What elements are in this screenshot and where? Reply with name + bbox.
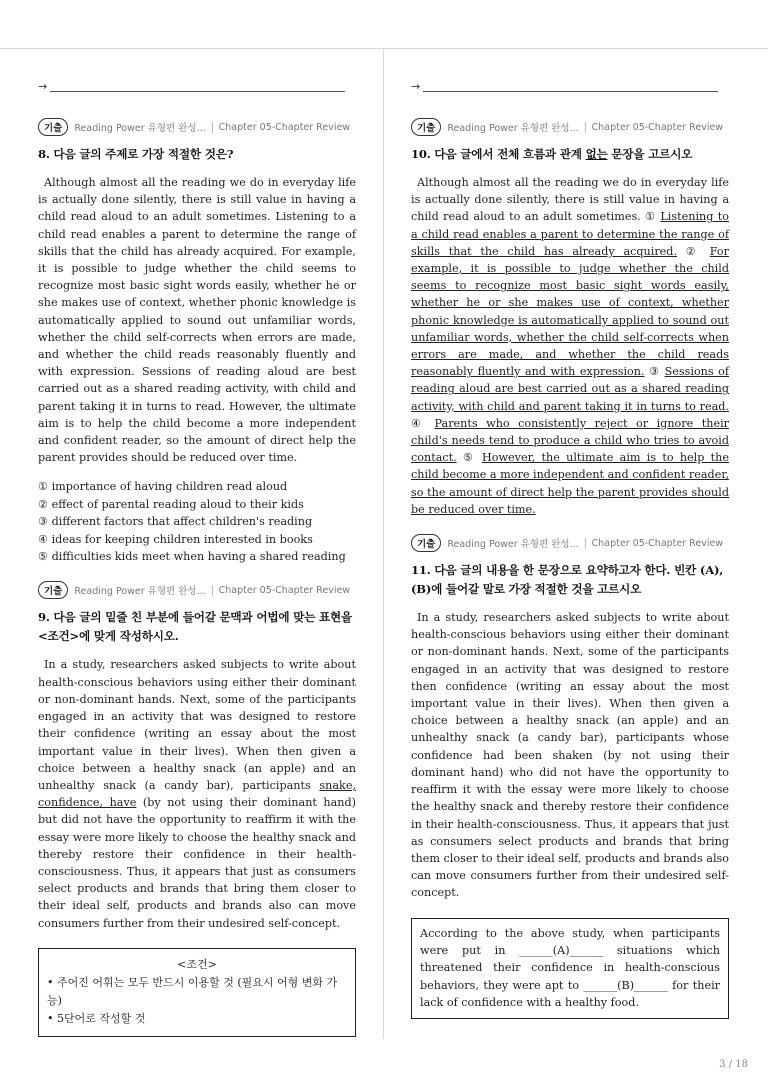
source-chapter: Chapter 05-Chapter Review bbox=[218, 584, 351, 596]
marker-2: ② bbox=[685, 244, 702, 258]
source-badge: 기출 bbox=[38, 581, 68, 599]
answer-rule bbox=[423, 91, 718, 92]
condition-box bbox=[38, 948, 356, 1037]
source-chapter: Chapter 05-Chapter Review bbox=[591, 537, 724, 549]
source-book: Reading Power 유형편 완성... bbox=[447, 123, 579, 134]
sentence-3[interactable]: Sessions of reading aloud are best carried out as a shared reading activity, with child and parent taking it in turns to read. bbox=[411, 365, 730, 413]
question-10-title: 10. 다음 글에서 전체 흐름과 관계 없는 문장을 고르시오 bbox=[411, 147, 693, 161]
passage-text: Although almost all the reading we do in everyday life is actually done silently, there is still value in having a child read aloud to an adult sometimes. Listening to a child read enables a parent to determine the range of skills that the child has already acquired. For example, it is possible to judge whether the child seems to recognize most basic sight words easily, whether he or she makes use of context, whether phonic knowledge is automatically applied to sound out unfamiliar words, whether the child self-corrects when errors are made, and whether the child reads reasonably fluently and with expression. Sessions of reading aloud are best carried out as a shared reading activity, with child and parent taking it in turns to read. However, the ultimate aim is to help the child become a more independent and confident reader, so the amount of direct help the parent provides should be reduced over time. bbox=[38, 176, 356, 465]
page-number: 3 / 18 bbox=[719, 1059, 748, 1070]
condition-item: • 5단어로 작성할 것 bbox=[47, 1011, 146, 1025]
source-badge: 기출 bbox=[411, 534, 441, 552]
header-divider bbox=[0, 48, 768, 49]
question-10-passage bbox=[411, 174, 729, 518]
source-book: Reading Power 유형편 완성... bbox=[74, 586, 206, 598]
question-9-title: 9. 다음 글의 밑줄 친 부분에 들어갈 문맥과 어법에 맞는 표현을 <조건>에 맞게 작성하시오. bbox=[38, 610, 353, 644]
sentence-4[interactable]: Parents who consistently reject or ignore their child's needs tend to produce a child who tries to avoid contact. bbox=[411, 416, 729, 465]
option-4[interactable]: ④ ideas for keeping children interested in books bbox=[38, 532, 313, 546]
marker-3: ③ bbox=[649, 365, 661, 379]
answer-line bbox=[411, 80, 729, 96]
meta-separator bbox=[212, 585, 213, 596]
sentence-2[interactable]: For example, it is possible to judge whether the child seems to recognize most basic sight words easily, whether he or she makes use of context, whether phonic knowledge is automatically applied to sound out unfamiliar words, whether the child self-corrects when errors are made, and whether the child reads reasonably fluently and with expression. bbox=[411, 244, 729, 379]
source-book: Reading Power 유형편 완성... bbox=[447, 539, 579, 551]
condition-item: • 주어진 어휘는 모두 반드시 이용할 것 (필요시 어형 변화 가능) bbox=[47, 975, 338, 1007]
passage-text-before: In a study, researchers asked subjects to write about health-conscious behaviors using either their dominant or non-dominant hands. Next, some of the participants engaged in an activity that was designed to restore their confidence (writing an essay about the most important value in their lives). When then given a choice between a healthy snack (an apple) and an unhealthy snack (a candy bar), participants bbox=[38, 658, 356, 792]
right-column bbox=[411, 80, 729, 1019]
answer-line bbox=[38, 80, 356, 96]
source-chapter: Chapter 05-Chapter Review bbox=[591, 121, 724, 133]
source-badge: 기출 bbox=[411, 118, 441, 136]
question-meta bbox=[38, 581, 356, 599]
underlined-blank: snake, confidence, have bbox=[38, 778, 356, 810]
condition-title: <조건> bbox=[177, 957, 217, 971]
sentence-5[interactable]: However, the ultimate aim is to help the child become a more independent and confident reader, so the amount of direct help the parent provides should be reduced over time. bbox=[411, 451, 729, 516]
question-11-title: 11. 다음 글의 내용을 한 문장으로 요약하고자 한다. 빈칸 (A), (B)에 들어갈 말로 가장 적절한 것을 고르시오 bbox=[411, 563, 724, 597]
option-2[interactable]: ② effect of parental reading aloud to their kids bbox=[38, 497, 304, 511]
arrow-icon: → bbox=[411, 80, 421, 93]
summary-box: According to the above study, when participants were put in ______(A)______ situations which threatened their confidence in health-conscious behaviors, they were apt to ______(B)______ for their lack of confidence with a healthy food. bbox=[411, 918, 729, 1019]
meta-separator bbox=[212, 122, 213, 133]
source-badge: 기출 bbox=[38, 118, 68, 136]
meta-separator bbox=[585, 538, 586, 549]
passage-text: In a study, researchers asked subjects to write about health-conscious behaviors using either their dominant or non-dominant hands. Next, some of the participants engaged in an activity that was designed to restore then confidence (writing an essay about the most important value in their lives). When then given a choice between a healthy snack (an apple) and an unhealthy snack (a candy bar), participants whose confidence had been shaken (by not using their dominant hand) who did not have the opportunity to reaffirm it with the essay were more likely to choose the healthy snack and thereby restore their confidence in their health-consciousness. Thus, it appears that just as consumers select products and brands that bring them closer to their ideal self, products and brands also can move consumers further from their undesired self-concept. bbox=[411, 611, 729, 900]
source-chapter: Chapter 05-Chapter Review bbox=[218, 121, 351, 133]
question-8-title: 8. 다음 글의 주제로 가장 적절한 것은? bbox=[38, 147, 234, 161]
question-meta bbox=[411, 534, 729, 552]
option-3[interactable]: ③ different factors that affect children's reading bbox=[38, 515, 313, 529]
meta-separator bbox=[585, 122, 586, 133]
option-5[interactable]: ⑤ difficulties kids meet when having a shared reading bbox=[38, 550, 346, 564]
question-9-passage bbox=[38, 656, 356, 931]
source-book: Reading Power 유형편 완성... bbox=[74, 123, 206, 134]
arrow-icon: → bbox=[38, 80, 48, 93]
question-8-passage bbox=[38, 174, 356, 466]
answer-rule bbox=[50, 91, 345, 92]
marker-1: ① bbox=[645, 210, 656, 224]
sentence-1[interactable]: Listening to a child read enables a parent to determine the range of skills that the child has already acquired. bbox=[411, 210, 730, 258]
question-11-passage bbox=[411, 609, 729, 901]
marker-5: ⑤ bbox=[462, 451, 476, 465]
left-column bbox=[38, 80, 356, 1037]
emphasis-word: 없는 bbox=[585, 147, 608, 161]
passage-text-after: (by not using their dominant hand) but did not have the opportunity to reaffirm it with the essay were more likely to choose the healthy snack and thereby restore their confidence in their health-consciousness. Thus, it appears that just as consumers select products and brands that bring them closer to their ideal self, products and brands also can move consumers further from their undesired self-concept. bbox=[38, 796, 356, 930]
question-meta bbox=[38, 118, 356, 136]
question-meta bbox=[411, 118, 729, 136]
column-divider bbox=[383, 49, 384, 1039]
option-1[interactable]: ① importance of having children read aloud bbox=[38, 480, 288, 494]
marker-4: ④ bbox=[411, 416, 426, 430]
passage-intro: Although almost all the reading we do in everyday life is actually done silently, there is still value in having a child read aloud to an adult sometimes. bbox=[411, 176, 729, 224]
question-8-options bbox=[38, 478, 356, 565]
